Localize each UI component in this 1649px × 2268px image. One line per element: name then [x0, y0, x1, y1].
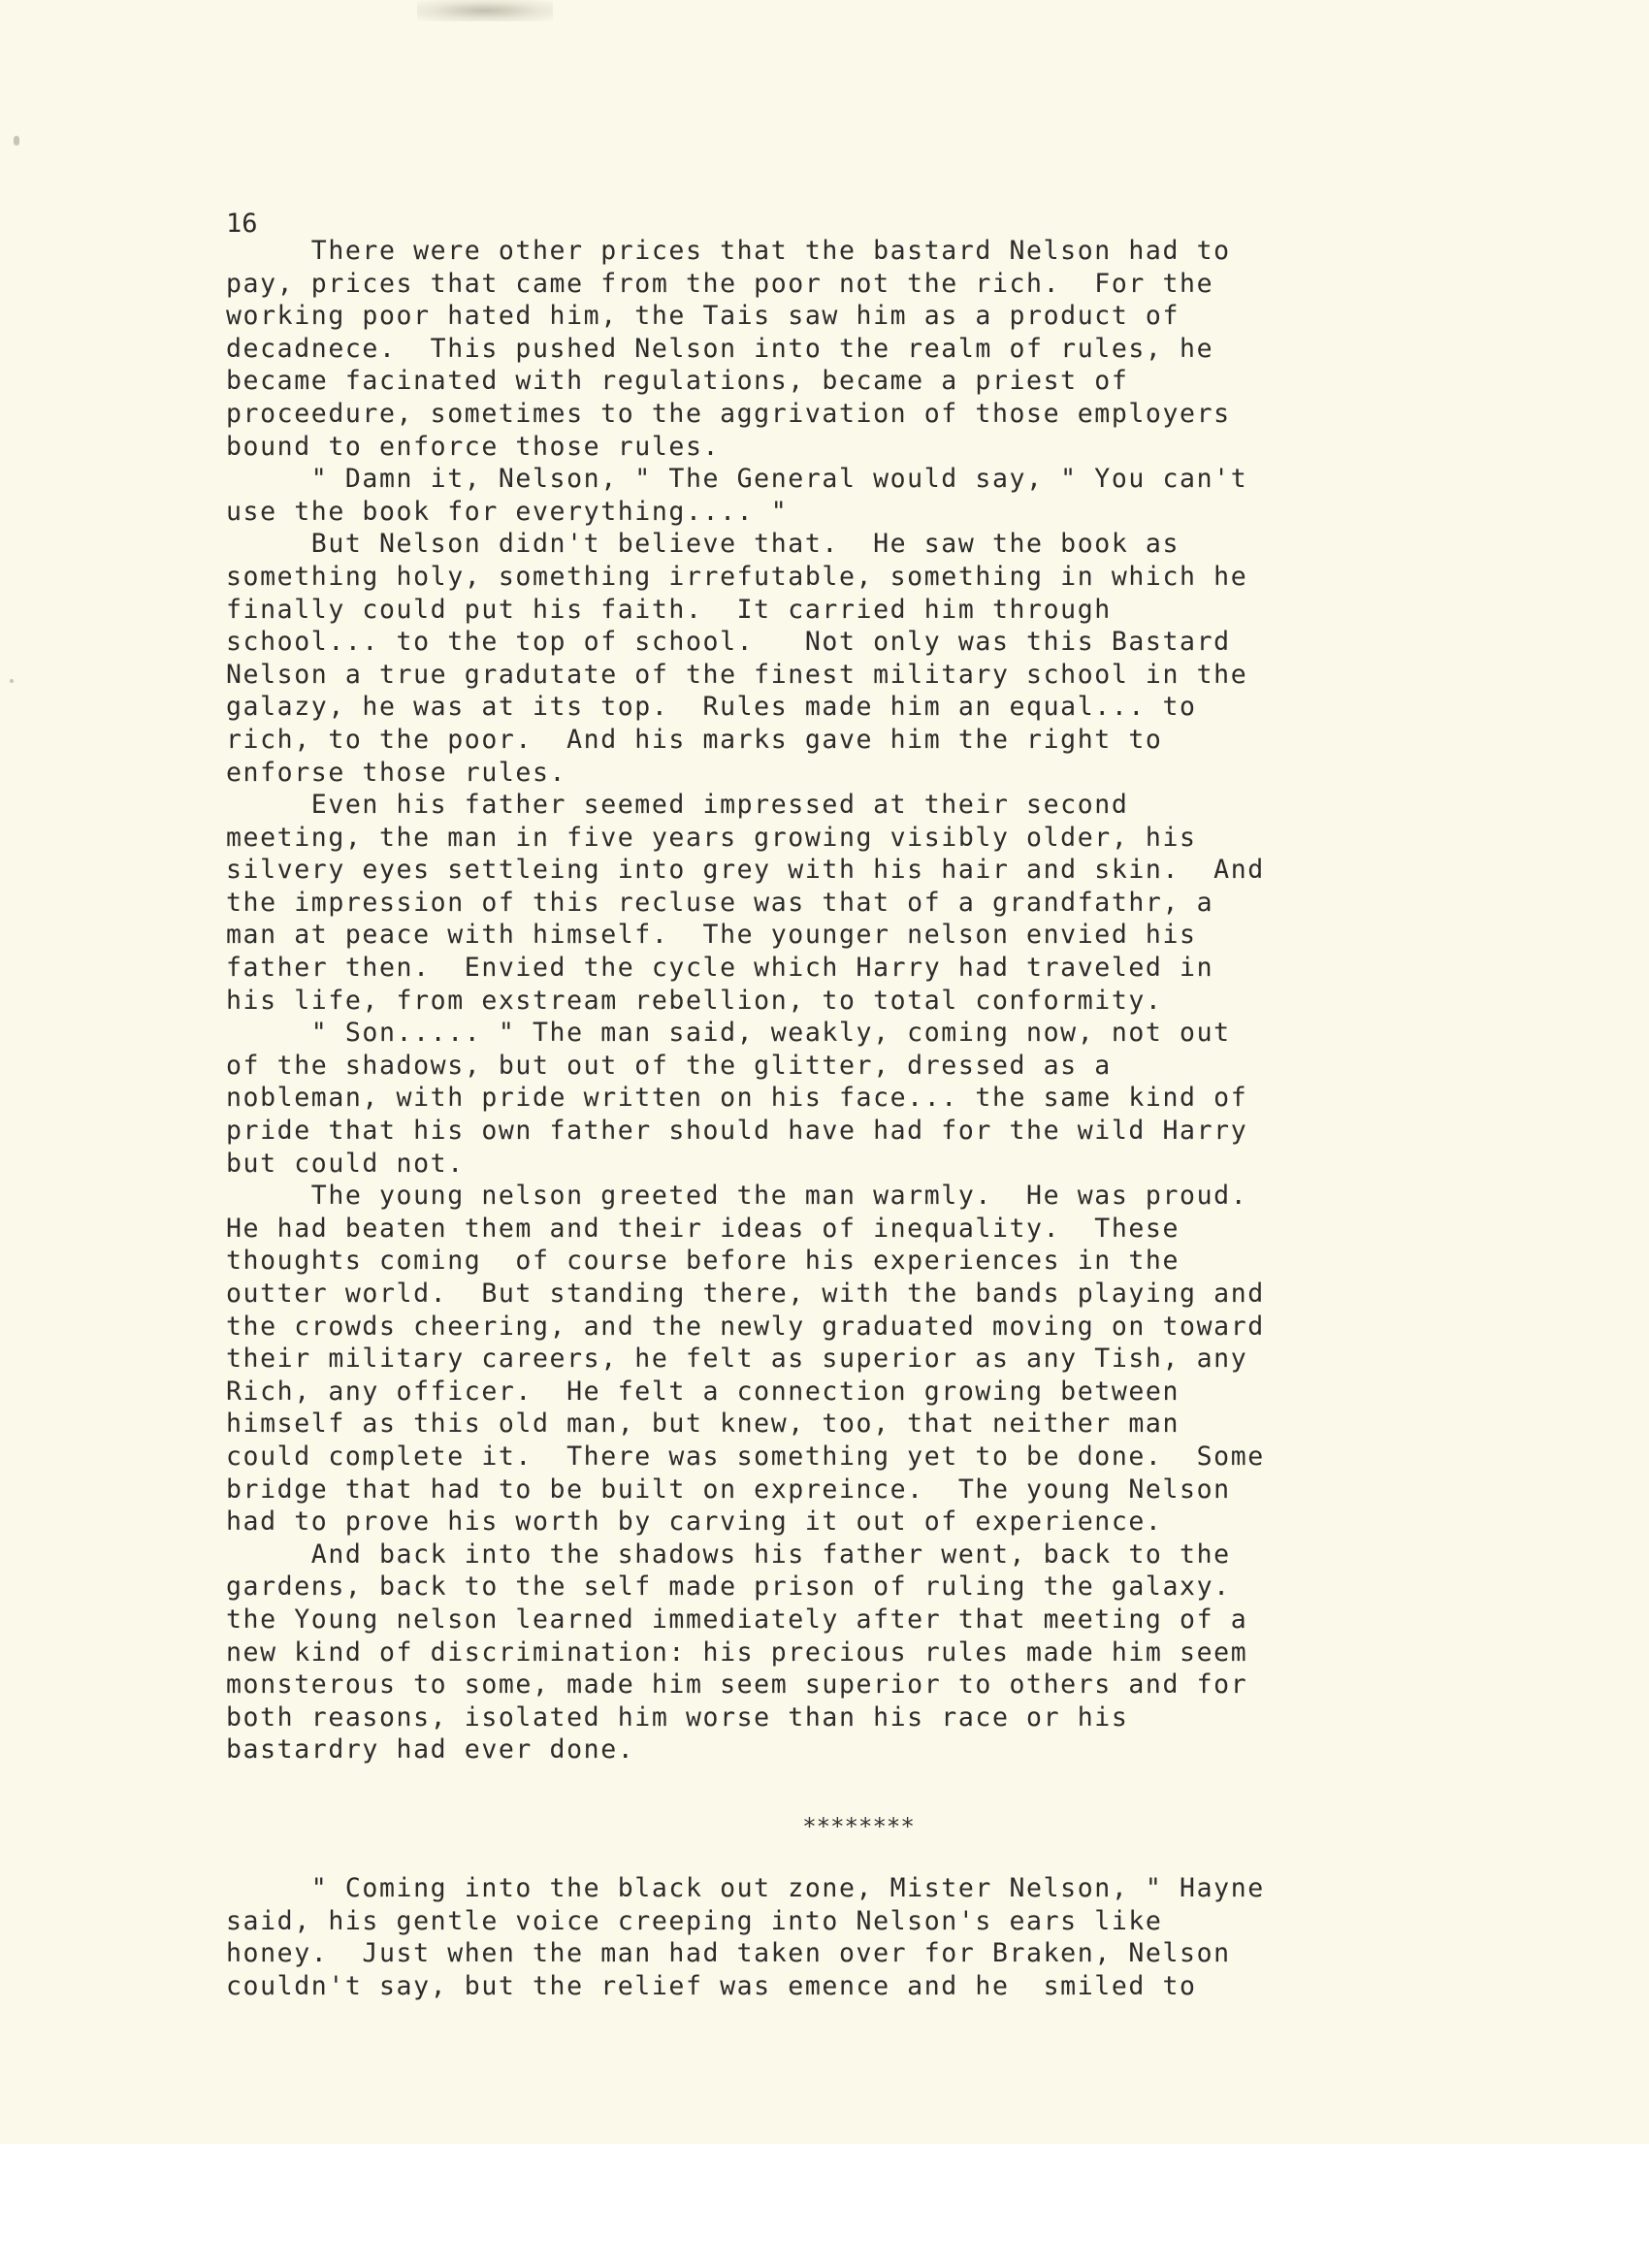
section-separator: ********	[802, 1813, 915, 1840]
text-line: But Nelson didn't believe that. He saw the book as	[226, 529, 1180, 560]
edge-mark	[10, 679, 14, 683]
text-line: rich, to the poor. And his marks gave him the right to	[226, 724, 1163, 755]
text-line: both reasons, isolated him worse than his race or his	[226, 1701, 1129, 1733]
text-line: Even his father seemed impressed at their second	[226, 790, 1129, 821]
text-line: use the book for everything.... "	[226, 496, 789, 527]
text-line: " Damn it, Nelson, " The General would say, " You can't	[226, 464, 1248, 495]
text-line: pay, prices that came from the poor not the rich. For the	[226, 268, 1214, 299]
text-line: became facinated with regulations, became a priest of	[226, 366, 1129, 397]
text-line: man at peace with himself. The younger nelson envied his	[226, 920, 1197, 951]
text-line: finally could put his faith. It carried him through	[226, 594, 1112, 625]
text-line: meeting, the man in five years growing visibly older, his	[226, 822, 1197, 853]
text-line: outter world. But standing there, with the bands playing and	[226, 1279, 1265, 1309]
text-line: proceedure, sometimes to the aggrivation of those employers	[226, 398, 1231, 429]
text-line: He had beaten them and their ideas of inequality. These	[226, 1213, 1180, 1244]
text-line: thoughts coming of course before his experiences in the	[226, 1246, 1180, 1277]
text-line: had to prove his worth by carving it out of experience.	[226, 1507, 1163, 1538]
text-line: something holy, something irrefutable, something in which he	[226, 561, 1248, 592]
text-line: could complete it. There was something yet to be done. Some	[226, 1441, 1265, 1472]
text-line: silvery eyes settleing into grey with his hair and skin. And	[226, 855, 1265, 886]
text-line: There were other prices that the bastard Nelson had to	[226, 236, 1231, 266]
edge-mark	[14, 136, 19, 146]
text-line: Rich, any officer. He felt a connection growing between	[226, 1376, 1180, 1407]
text-line: bastardry had ever done.	[226, 1734, 635, 1766]
text-line: galazy, he was at its top. Rules made him an equal... to	[226, 692, 1197, 723]
text-line: the crowds cheering, and the newly graduated moving on toward	[226, 1311, 1265, 1342]
text-line: enforse those rules.	[226, 757, 567, 788]
top-smudge-mark	[417, 0, 553, 21]
typed-text-block-1	[226, 235, 1477, 1766]
text-line: nobleman, with pride written on his face... the same kind of	[226, 1083, 1248, 1114]
text-line: working poor hated him, the Tais saw him as a product of	[226, 301, 1180, 332]
text-line: his life, from exstream rebellion, to total conformity.	[226, 985, 1163, 1016]
text-line: of the shadows, but out of the glitter, dressed as a	[226, 1050, 1112, 1081]
text-line: gardens, back to the self made prison of ruling the galaxy.	[226, 1571, 1231, 1603]
text-line: the impression of this recluse was that of a grandfathr, a	[226, 887, 1214, 918]
text-line: pride that his own father should have had for the wild Harry	[226, 1116, 1248, 1147]
text-line: monsterous to some, made him seem superior to others and for	[226, 1669, 1248, 1701]
text-line: couldn't say, but the relief was emence and he smiled to	[226, 1970, 1197, 2001]
text-line: Nelson a true gradutate of the finest military school in the	[226, 659, 1248, 690]
text-line: bound to enforce those rules.	[226, 431, 721, 462]
text-line: school... to the top of school. Not only was this Bastard	[226, 627, 1231, 658]
text-line: honey. Just when the man had taken over for Braken, Nelson	[226, 1938, 1231, 1969]
text-line: the Young nelson learned immediately after that meeting of a	[226, 1604, 1248, 1635]
text-line: bridge that had to be built on expreince. The young Nelson	[226, 1474, 1231, 1505]
text-line: decadnece. This pushed Nelson into the realm of rules, he	[226, 333, 1214, 364]
text-line: " Coming into the black out zone, Mister Nelson, " Hayne	[226, 1873, 1265, 1903]
typed-text-block-2	[226, 1872, 1477, 2002]
page-number: 16	[226, 209, 258, 239]
text-line: father then. Envied the cycle which Harry had traveled in	[226, 953, 1214, 984]
text-line: their military careers, he felt as superior as any Tish, any	[226, 1344, 1248, 1375]
text-line: The young nelson greeted the man warmly. He was proud.	[226, 1181, 1248, 1212]
text-line: And back into the shadows his father went, back to the	[226, 1539, 1231, 1570]
text-line: himself as this old man, but knew, too, that neither man	[226, 1409, 1180, 1440]
text-line: said, his gentle voice creeping into Nelson's ears like	[226, 1905, 1163, 1936]
text-line: " Son..... " The man said, weakly, coming now, not out	[226, 1018, 1231, 1049]
text-line: but could not.	[226, 1148, 465, 1179]
text-line: new kind of discrimination: his precious rules made him seem	[226, 1636, 1248, 1668]
